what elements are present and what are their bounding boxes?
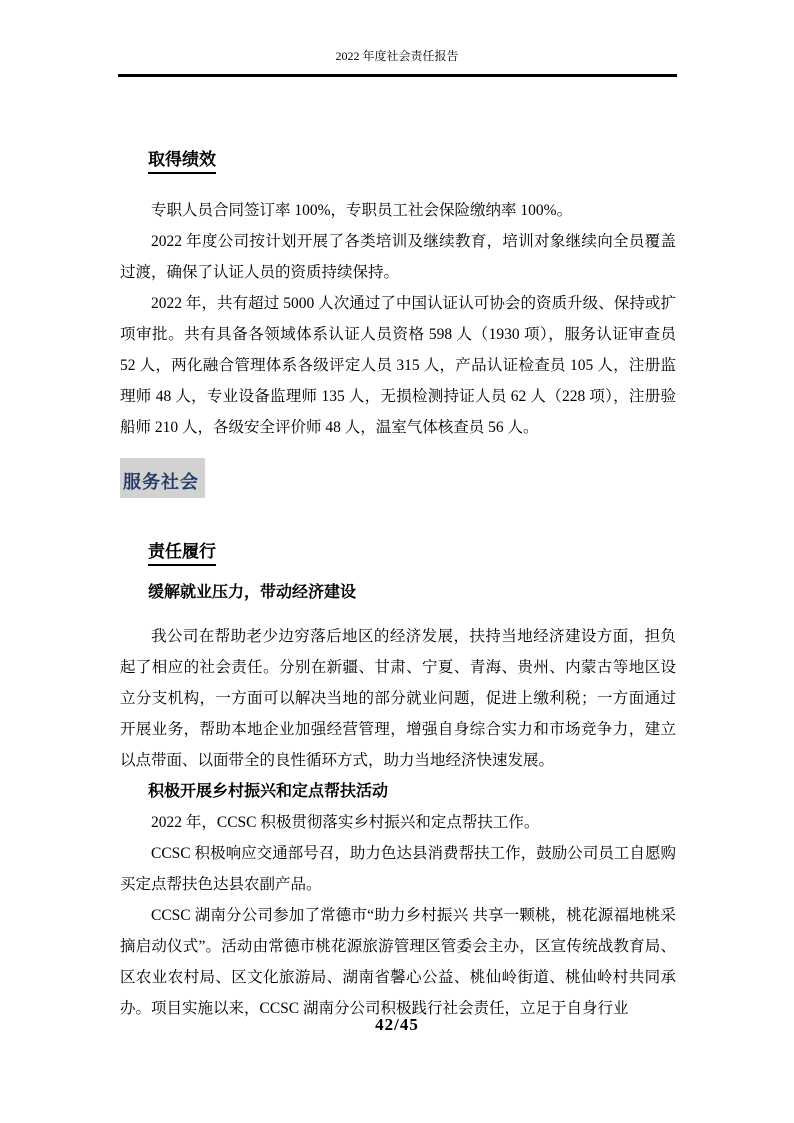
heading-achievements-text: 取得绩效 bbox=[148, 150, 216, 174]
subheading-rural-revitalization: 积极开展乡村振兴和定点帮扶活动 bbox=[148, 783, 389, 800]
paragraph-hunan-peach: CCSC 湖南分公司参加了常德市“助力乡村振兴 共享一颗桃，桃花源福地桃采摘启动仪式”。活动由常德市桃花源旅游管理区管委会主办，区宣传统战教育局、区农业农村局、区文化旅游局、湖南省馨心公益、桃仙岭街道、桃仙岭村共同承办。项目实施以来，CCSC 湖南分公司积极践行社会责任，立足于自身行业 bbox=[120, 907, 676, 1017]
page-number: 42/45 bbox=[375, 1015, 419, 1034]
heading-responsibility-text: 责任履行 bbox=[148, 542, 216, 566]
document-content bbox=[120, 0, 676, 1024]
section-banner-wrap bbox=[120, 458, 676, 498]
section-banner-serve-society: 服务社会 bbox=[120, 458, 205, 498]
achievements-paragraphs bbox=[120, 195, 676, 443]
paragraph-training: 2022 年度公司按计划开展了各类培训及继续教育，培训对象继续向全员覆盖过渡，确保了认证人员的资质持续保持。 bbox=[120, 233, 676, 281]
rural-paragraphs bbox=[120, 807, 676, 1024]
paragraph-contract-rate: 专职人员合同签订率 100%，专职员工社会保险缴纳率 100%。 bbox=[151, 202, 573, 219]
paragraph-qualifications: 2022 年，共有超过 5000 人次通过了中国认证认可协会的资质升级、保持或扩项审批。共有具备各领域体系认证人员资格 598 人（1930 项），服务认证审查员 52 人，两化融合管理体系各级评定人员 315 人，产品认证检查员 105 人，注册监理师 48 人，专业设备监理师 135 人，无损检测持证人员 62 人（228 项），注册验船师 210 人，各级安全评价师 48 人，温室气体核查员 56 人。 bbox=[120, 295, 676, 436]
paragraph-employment: 我公司在帮助老少边穷落后地区的经济发展，扶持当地经济建设方面，担负起了相应的社会责任。分别在新疆、甘肃、宁夏、青海、贵州、内蒙古等地区设立分支机构，一方面可以解决当地的部分就业问题，促进上缴利税；一方面通过开展业务，帮助本地企业加强经营管理，增强自身综合实力和市场竞争力，建立以点带面、以面带全的良性循环方式，助力当地经济快速发展。 bbox=[120, 628, 676, 769]
employment-paragraphs bbox=[120, 621, 676, 776]
heading-achievements bbox=[148, 147, 676, 174]
paragraph-rural-policy: 2022 年，CCSC 积极贯彻落实乡村振兴和定点帮扶工作。 bbox=[151, 814, 540, 831]
paragraph-seda-support: CCSC 积极响应交通部号召，助力色达县消费帮扶工作，鼓励公司员工自愿购买定点帮扶色达县农副产品。 bbox=[120, 845, 676, 893]
subheading-employment: 缓解就业压力，带动经济建设 bbox=[148, 584, 357, 601]
header-title: 2022 年度社会责任报告 bbox=[335, 49, 459, 63]
heading-responsibility bbox=[148, 539, 676, 566]
